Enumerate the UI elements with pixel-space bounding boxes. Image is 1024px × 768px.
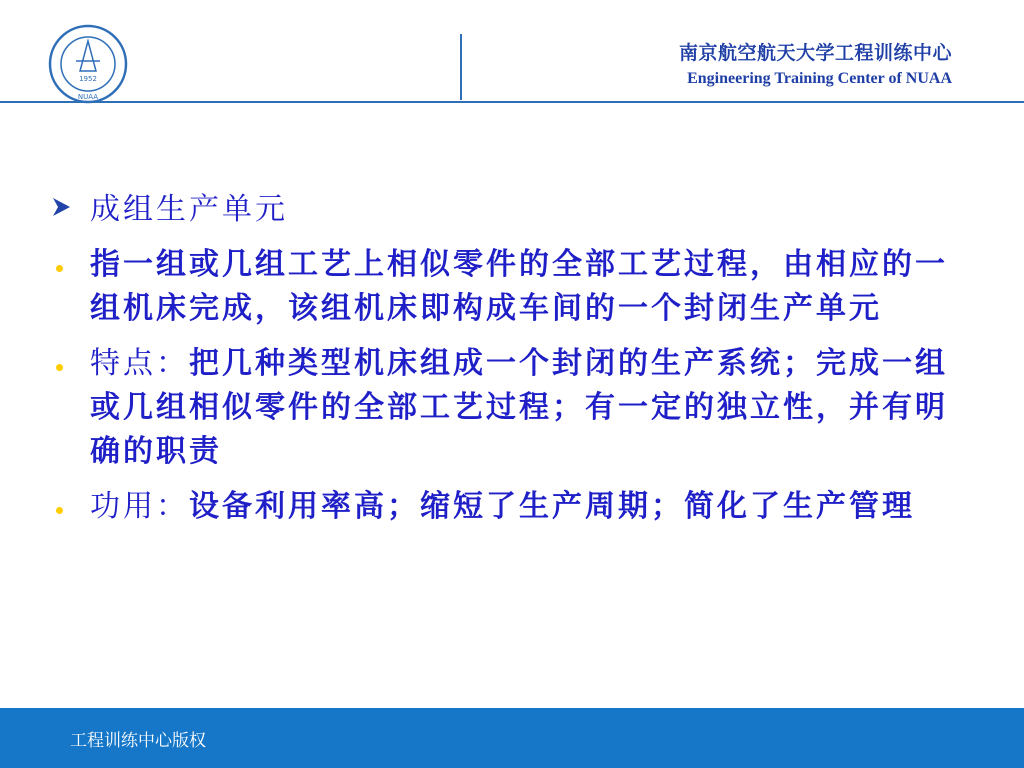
slide-content bbox=[50, 188, 980, 540]
dot-bullet-icon bbox=[56, 364, 63, 371]
item-label: 功用： bbox=[90, 489, 189, 524]
institution-name-cn: 南京航空航天大学工程训练中心 bbox=[678, 42, 952, 64]
slide-header bbox=[0, 0, 1024, 104]
institution-name-en: Engineering Training Center of NUAA bbox=[687, 70, 952, 87]
footer-copyright: 工程训练中心版权 bbox=[70, 731, 206, 751]
list-item bbox=[50, 243, 980, 331]
arrow-bullet-icon bbox=[50, 196, 72, 218]
heading-item bbox=[50, 188, 980, 232]
section-heading: 成组生产单元 bbox=[90, 192, 288, 227]
slide-footer bbox=[0, 708, 1024, 768]
header-vertical-divider bbox=[460, 34, 462, 100]
university-logo bbox=[47, 23, 129, 105]
item-label: 特点： bbox=[90, 346, 189, 381]
item-text: 指一组或几组工艺上相似零件的全部工艺过程，由相应的一组机床完成，该组机床即构成车间的一个封闭生产单元 bbox=[90, 247, 948, 326]
dot-bullet-icon bbox=[56, 507, 63, 514]
list-item bbox=[50, 485, 980, 529]
item-text: 把几种类型机床组成一个封闭的生产系统；完成一组或几组相似零件的全部工艺过程；有一定的独立性，并有明确的职责 bbox=[90, 346, 948, 469]
logo-year: 1952 bbox=[79, 75, 97, 83]
header-horizontal-divider bbox=[0, 101, 1024, 103]
logo-abbr: NUAA bbox=[77, 93, 99, 101]
item-text: 设备利用率高；缩短了生产周期；简化了生产管理 bbox=[189, 489, 915, 524]
dot-bullet-icon bbox=[56, 265, 63, 272]
list-item bbox=[50, 342, 980, 474]
